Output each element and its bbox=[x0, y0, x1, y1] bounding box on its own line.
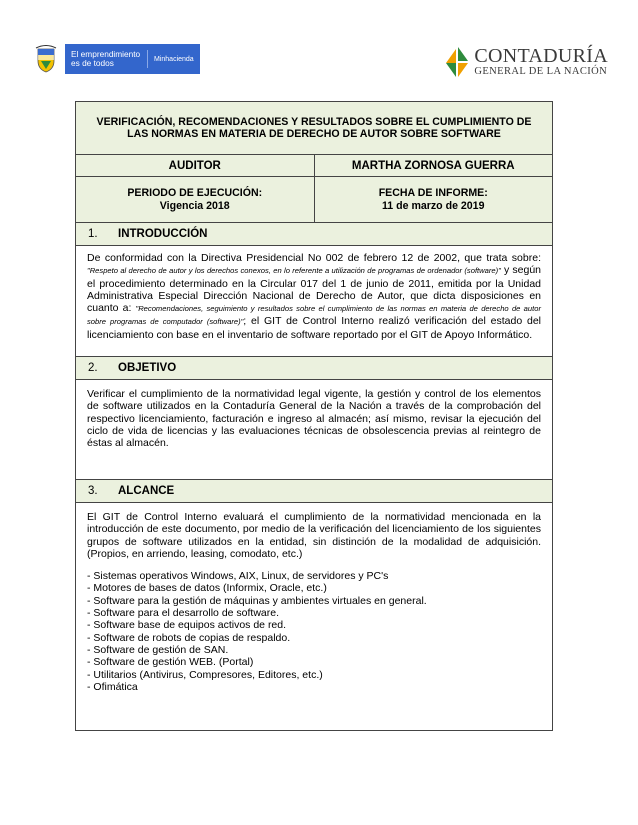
gov-slogan-line1: El emprendimiento bbox=[71, 49, 141, 59]
software-group-list bbox=[87, 570, 541, 693]
intro-text-3: ; el GIT de Control Interno realizó verificación del estado del licenciamiento con base en el inventario de software reportado por el GIT de Apoyo Informático. bbox=[87, 315, 541, 341]
colombia-crest-icon bbox=[33, 44, 59, 74]
section-number: 2. bbox=[88, 362, 98, 374]
gov-header-band bbox=[33, 44, 200, 74]
cgn-logo bbox=[444, 44, 608, 80]
cgn-logo-title: CONTADURÍA bbox=[474, 45, 608, 68]
period-label: PERIODO DE EJECUCIÓN: bbox=[127, 186, 263, 199]
section-body-intro bbox=[76, 246, 552, 357]
section-title: INTRODUCCIÓN bbox=[118, 228, 208, 240]
report-document bbox=[75, 101, 553, 731]
section-heading-alcance bbox=[76, 480, 552, 503]
alcance-text: El GIT de Control Interno evaluará el cumplimiento de la normatividad mencionada en la introducción de este documento, por medio de la verificación del licenciamiento de los siguientes grupos de software utilizados en la entidad, sin distinción de la modalidad de adquisición. (Propios, en arriendo, leasing, comodato, etc.) bbox=[87, 511, 541, 560]
list-item: - Software de gestión de SAN. bbox=[87, 643, 229, 656]
section-title: OBJETIVO bbox=[118, 362, 177, 374]
list-item: - Software de gestión WEB. (Portal) bbox=[87, 656, 254, 669]
intro-text-2: y según el procedimiento determinado en la Circular 017 del 1 de junio de 2011, emitida por la Unidad Administrativa Especial Dirección Nacional de Derecho de Autor, que dicta disposiciones en cuanto a: bbox=[87, 264, 542, 315]
report-title: VERIFICACIÓN, RECOMENDACIONES Y RESULTADOS SOBRE EL CUMPLIMIENTO DE LAS NORMAS EN MATERIA DE DERECHO DE AUTOR SOBRE SOFTWARE bbox=[76, 102, 552, 155]
report-date-value: 11 de marzo de 2019 bbox=[382, 199, 485, 212]
auditor-row bbox=[76, 155, 552, 177]
section-number: 1. bbox=[88, 228, 98, 240]
intro-quote-2: "Recomendaciones, seguimiento y resultados sobre el cumplimiento de las normas en materia de derecho de autor sobre programas de computador (software)" bbox=[87, 304, 541, 327]
cgn-mark-icon bbox=[444, 45, 470, 79]
list-item: - Sistemas operativos Windows, AIX, Linux, de servidores y PC's bbox=[87, 570, 389, 583]
period-value: Vigencia 2018 bbox=[159, 199, 230, 212]
auditor-name: MARTHA ZORNOSA GUERRA bbox=[314, 155, 553, 176]
list-item: - Software de robots de copias de respaldo. bbox=[87, 631, 291, 644]
section-body-alcance bbox=[76, 503, 552, 693]
list-item: - Utilitarios (Antivirus, Compresores, Editores, etc.) bbox=[87, 668, 323, 681]
section-body-objetivo: Verificar el cumplimiento de la normatividad legal vigente, la gestión y control de los elementos de software utilizados en la Contaduría General de la Nación a través de la comprobación del respectivo licenciamiento, facturación e ingreso al almacén; así mismo, revisar la ejecución del ciclo de vida de licencias y las evaluaciones técnicas de obsolescencia previas al reintegro de éstas al almacén. bbox=[76, 380, 552, 480]
report-date-label: FECHA DE INFORME: bbox=[378, 186, 488, 199]
list-item: - Software para el desarrollo de software. bbox=[87, 607, 280, 620]
list-item: - Motores de bases de datos (Informix, Oracle, etc.) bbox=[87, 582, 327, 595]
gov-slogan bbox=[65, 50, 148, 68]
gov-blue-band bbox=[65, 44, 200, 74]
section-title: ALCANCE bbox=[118, 485, 175, 497]
cgn-logo-subtitle: GENERAL DE LA NACIÓN bbox=[474, 66, 608, 78]
cgn-logo-text bbox=[474, 46, 608, 78]
period-row bbox=[76, 177, 552, 223]
list-item: - Software para la gestión de máquinas y ambientes virtuales en general. bbox=[87, 594, 427, 607]
gov-slogan-line2: es de todos bbox=[71, 58, 114, 68]
list-item: - Ofimática bbox=[87, 680, 138, 693]
auditor-label: AUDITOR bbox=[168, 159, 221, 172]
report-date-cell bbox=[314, 177, 553, 222]
intro-text-1: De conformidad con la Directiva Presidencial No 002 de febrero 12 de 2002, que trata sobre: bbox=[87, 252, 541, 264]
ministry-label: Minhacienda bbox=[154, 55, 194, 63]
intro-quote-1: "Respeto al derecho de autor y los derechos conexos, en lo referente a utilización de programas de ordenador (software)" bbox=[87, 266, 501, 276]
section-number: 3. bbox=[88, 485, 98, 497]
section-heading-objetivo bbox=[76, 357, 552, 380]
list-item: - Software base de equipos activos de red. bbox=[87, 619, 287, 632]
period-cell bbox=[76, 177, 314, 222]
section-heading-intro bbox=[76, 223, 552, 246]
